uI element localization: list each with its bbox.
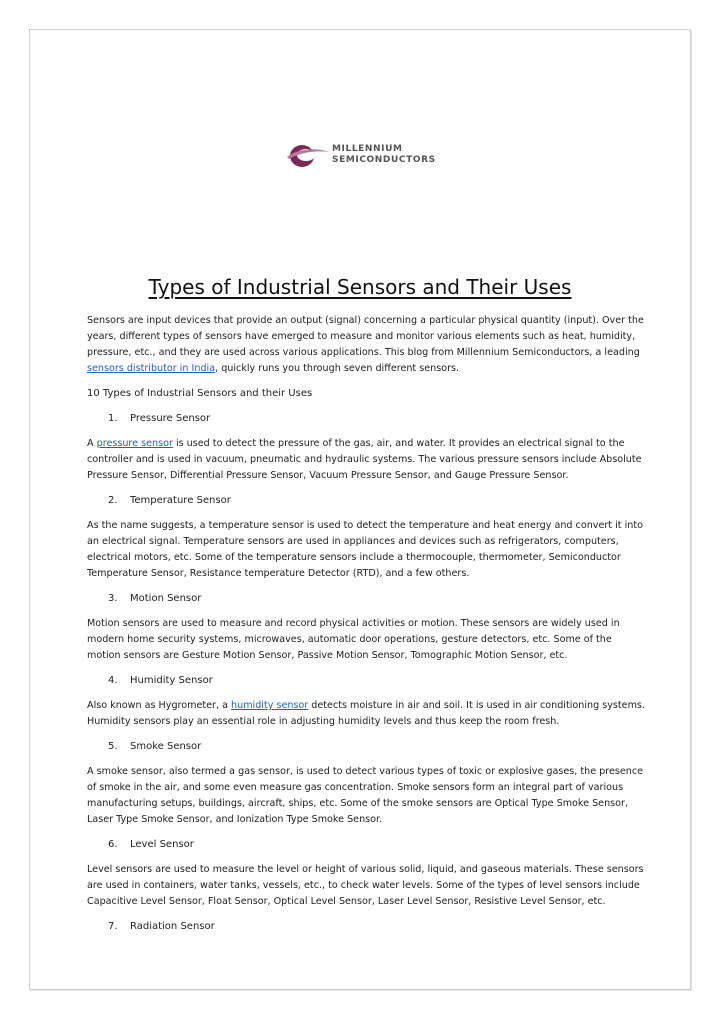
section-number: 3. xyxy=(108,593,118,604)
section-text-temperature: As the name suggests, a temperature sensor is used to detect the temperature and heat energy and convert it into an electrical signal. Temperature sensors are used in appliances and devices such as refrigerators, computers, electrical motors, etc. Some of the temperature sensors include a thermocouple, thermometer, Semiconductor Temperature Sensor, Resistance temperature Detector (RTD), and a few others. xyxy=(87,520,643,579)
section-number: 2. xyxy=(108,495,118,506)
section-title: Humidity Sensor xyxy=(130,675,213,686)
logo-line-2: SEMICONDUCTORS xyxy=(332,155,436,165)
section-text-level: Level sensors are used to measure the level or height of various solid, liquid, and gaseous materials. These sensors are used in containers, water tanks, vessels, etc., to check water levels. Some of the types of level sensors include Capacitive Level Sensor, Float Sensor, Optical Level Sensor, Laser Level Sensor, Resistive Level Sensor, etc. xyxy=(87,864,644,907)
list-heading: 10 Types of Industrial Sensors and their Uses xyxy=(87,388,313,399)
section-number: 7. xyxy=(108,921,118,932)
company-logo xyxy=(285,140,445,176)
logo-swoosh-icon xyxy=(285,140,331,172)
sensors-distributor-link[interactable]: sensors distributor in India xyxy=(87,363,216,374)
article-body xyxy=(87,313,647,944)
logo-line-1: MILLENNIUM xyxy=(332,144,403,154)
section-text-humidity xyxy=(87,698,647,730)
intro-paragraph xyxy=(87,313,647,377)
text-segment: A xyxy=(87,438,97,449)
pressure-sensor-link[interactable]: pressure sensor xyxy=(96,438,173,449)
logo-wordmark xyxy=(332,144,436,166)
text-segment: detects moisture in air and soil. It is used in air conditioning systems. Humidity sensors play an essential role in adjusting humidity levels and thus keep the room fresh. xyxy=(87,700,645,727)
section-text-motion: Motion sensors are used to measure and record physical activities or motion. These sensors are widely used in modern home security systems, microwaves, automatic door operations, gesture detectors, etc. Some of the motion sensors are Gesture Motion Sensor, Passive Motion Sensor, Tomographic Motion Sensor, etc. xyxy=(87,618,620,661)
humidity-sensor-link[interactable]: humidity sensor xyxy=(231,700,309,711)
section-heading-pressure xyxy=(108,411,647,427)
section-number: 6. xyxy=(108,839,118,850)
page-title: Types of Industrial Sensors and Their Uses xyxy=(148,275,572,299)
section-heading-radiation xyxy=(108,919,647,935)
section-number: 5. xyxy=(108,741,118,752)
text-segment: Also known as Hygrometer, a xyxy=(87,700,232,711)
intro-text-1: Sensors are input devices that provide an output (signal) concerning a particular physical quantity (input). Over the years, different types of sensors have emerged to measure and monitor various elements such as heat, humidity, pressure, etc., and they are used across various applications. This blog from Millennium Semiconductors, a leading xyxy=(87,315,644,358)
section-heading-motion xyxy=(108,591,647,607)
section-heading-temperature xyxy=(108,493,647,509)
section-title: Pressure Sensor xyxy=(130,413,211,424)
section-heading-smoke xyxy=(108,739,647,755)
section-title: Smoke Sensor xyxy=(130,741,202,752)
section-heading-level xyxy=(108,837,647,853)
text-segment: is used to detect the pressure of the gas, air, and water. It provides an electrical signal to the controller and is used in vacuum, pneumatic and hydraulic systems. The various pressure sensors include Absolute Pressure Sensor, Differential Pressure Sensor, Vacuum Pressure Sensor, and Gauge Pressure Sensor. xyxy=(87,438,642,481)
section-title: Temperature Sensor xyxy=(130,495,231,506)
intro-text-2: , quickly runs you through seven different sensors. xyxy=(215,363,460,374)
section-number: 4. xyxy=(108,675,118,686)
section-text-smoke: A smoke sensor, also termed a gas sensor, is used to detect various types of toxic or explosive gases, the presence of smoke in the air, and some even measure gas concentration. Smoke sensors form an integral part of various manufacturing setups, buildings, aircraft, ships, etc. Some of the smoke sensors are Optical Type Smoke Sensor, Laser Type Smoke Sensor, and Ionization Type Smoke Sensor. xyxy=(87,766,644,825)
section-heading-humidity xyxy=(108,673,647,689)
section-text-pressure xyxy=(87,436,647,484)
section-number: 1. xyxy=(108,413,118,424)
section-title: Motion Sensor xyxy=(130,593,202,604)
section-title: Level Sensor xyxy=(130,839,194,850)
section-title: Radiation Sensor xyxy=(130,921,215,932)
